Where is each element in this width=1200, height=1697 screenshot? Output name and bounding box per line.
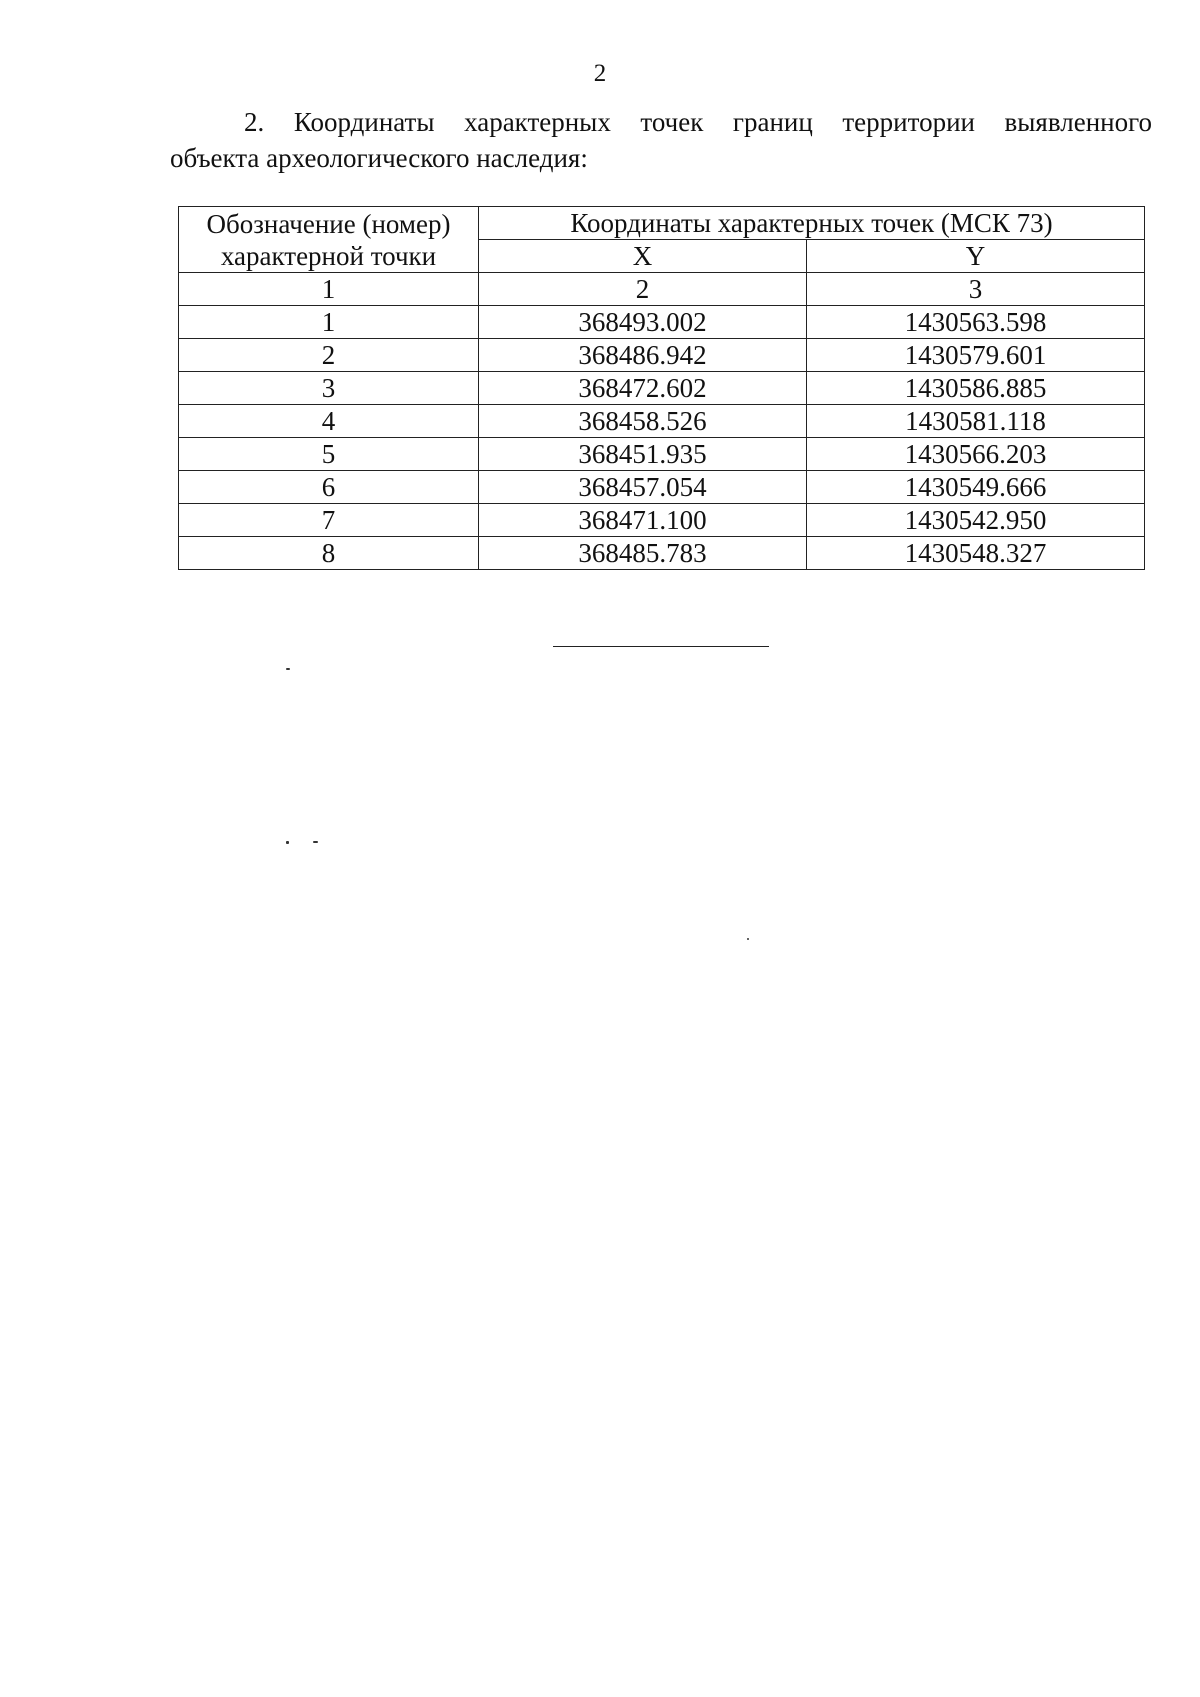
x-coordinate-cell: 368486.942 (479, 339, 807, 372)
y-coordinate-cell: 1430581.118 (807, 405, 1145, 438)
x-coordinate-cell: 368457.054 (479, 471, 807, 504)
point-number-cell: 2 (179, 339, 479, 372)
table-row (179, 471, 1145, 504)
scan-speck (286, 668, 290, 670)
scan-speck (747, 938, 749, 940)
y-coordinate-cell: 1430542.950 (807, 504, 1145, 537)
table-row (179, 405, 1145, 438)
table-row (179, 339, 1145, 372)
column-number-1: 1 (179, 273, 479, 306)
table-row (179, 306, 1145, 339)
point-number-cell: 5 (179, 438, 479, 471)
point-number-cell: 4 (179, 405, 479, 438)
page-number: 2 (593, 60, 607, 87)
point-number-cell: 3 (179, 372, 479, 405)
column-number-row (179, 273, 1145, 306)
x-column-header: X (479, 240, 807, 273)
x-coordinate-cell: 368471.100 (479, 504, 807, 537)
point-number-cell: 7 (179, 504, 479, 537)
column-number-3: 3 (807, 273, 1145, 306)
x-coordinate-cell: 368485.783 (479, 537, 807, 570)
paragraph-line-1: 2. Координаты характерных точек границ территории выявленного (244, 107, 1152, 137)
y-coordinate-cell: 1430548.327 (807, 537, 1145, 570)
paragraph-line-2: объекта археологического наследия: (170, 143, 588, 173)
scan-speck (313, 841, 318, 843)
point-number-cell: 8 (179, 537, 479, 570)
y-coordinate-cell: 1430563.598 (807, 306, 1145, 339)
x-coordinate-cell: 368451.935 (479, 438, 807, 471)
y-coordinate-cell: 1430566.203 (807, 438, 1145, 471)
x-coordinate-cell: 368458.526 (479, 405, 807, 438)
point-designation-header-line-2: характерной точки (220, 240, 437, 271)
y-coordinate-cell: 1430549.666 (807, 471, 1145, 504)
section-paragraph (170, 104, 1152, 176)
point-number-cell: 1 (179, 306, 479, 339)
point-number-cell: 6 (179, 471, 479, 504)
coordinates-header: Координаты характерных точек (МСК 73) (479, 207, 1145, 240)
point-designation-header (179, 207, 479, 273)
y-column-header: Y (807, 240, 1145, 273)
x-coordinate-cell: 368472.602 (479, 372, 807, 405)
x-coordinate-cell: 368493.002 (479, 306, 807, 339)
coordinates-table (178, 206, 1145, 570)
y-coordinate-cell: 1430586.885 (807, 372, 1145, 405)
table-header-row-1 (179, 207, 1145, 240)
scan-speck (286, 841, 289, 844)
point-designation-header-line-1: Обозначение (номер) (206, 208, 451, 239)
column-number-2: 2 (479, 273, 807, 306)
end-separator-line (553, 646, 769, 647)
table-row (179, 372, 1145, 405)
table-row (179, 504, 1145, 537)
y-coordinate-cell: 1430579.601 (807, 339, 1145, 372)
table-row (179, 537, 1145, 570)
table-row (179, 438, 1145, 471)
